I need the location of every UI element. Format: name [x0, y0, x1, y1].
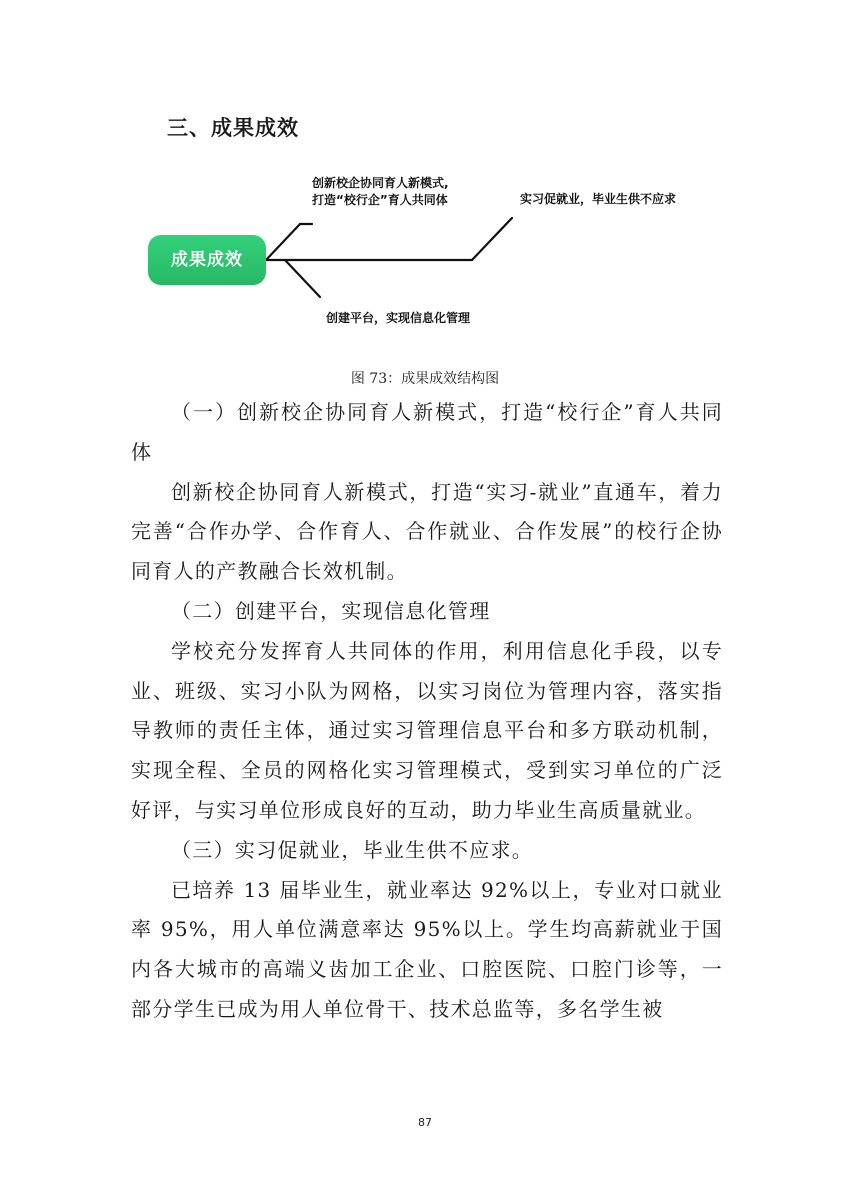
figure-caption: 图 73：成果成效结构图 — [350, 371, 500, 387]
diagram-branch-right: 实习促就业，毕业生供不应求 — [520, 192, 677, 206]
diagram-root-node: 成果成效 — [148, 235, 266, 285]
paragraph-1: 创新校企协同育人新模式，打造“实习-就业”直通车，着力完善“合作办学、合作育人、合作就业、合作发展”的校行企协同育人的产教融合长效机制。 — [131, 479, 723, 584]
branch-bottom-stem — [285, 260, 320, 297]
subheading-3: （三）实习促就业，毕业生供不应求。 — [171, 837, 534, 862]
paragraph-2: 学校充分发挥育人共同体的作用，利用信息化手段，以专业、班级、实习小队为网格，以实习岗位为管理内容，落实指导教师的责任主体，通过实习管理信息平台和多方联动机制，实现全程、全员的网格化实习管理模式，受到实习单位的广泛好评，与实习单位形成良好的互动，助力毕业生高质量就业。 — [131, 638, 723, 822]
section-heading: 三、成果成效 — [167, 116, 299, 140]
page-number: 87 — [418, 1116, 432, 1129]
body-text — [131, 393, 723, 1030]
branch-right-stem — [472, 218, 512, 260]
paragraph-3: 已培养 13 届毕业生，就业率达 92%以上，专业对口就业率 95%，用人单位满意率达 95%以上。学生均高薪就业于国内各大城市的高端义齿加工企业、口腔医院、口腔门诊等，一部分学生已成为用人单位骨干、技术总监等，多名学生被 — [131, 877, 723, 1021]
diagram-branch-top-line1: 创新校企协同育人新模式, — [312, 176, 449, 190]
diagram-branch-top — [312, 175, 449, 209]
outcome-structure-diagram — [140, 160, 700, 340]
subheading-1: （一）创新校企协同育人新模式，打造“校行企”育人共同体 — [131, 400, 723, 464]
diagram-branch-bottom: 创建平台，实现信息化管理 — [326, 311, 471, 325]
subheading-2: （二）创建平台，实现信息化管理 — [171, 598, 491, 623]
diagram-branch-top-line2: 打造“校行企”育人共同体 — [312, 193, 448, 207]
branch-top-stem — [266, 224, 300, 260]
